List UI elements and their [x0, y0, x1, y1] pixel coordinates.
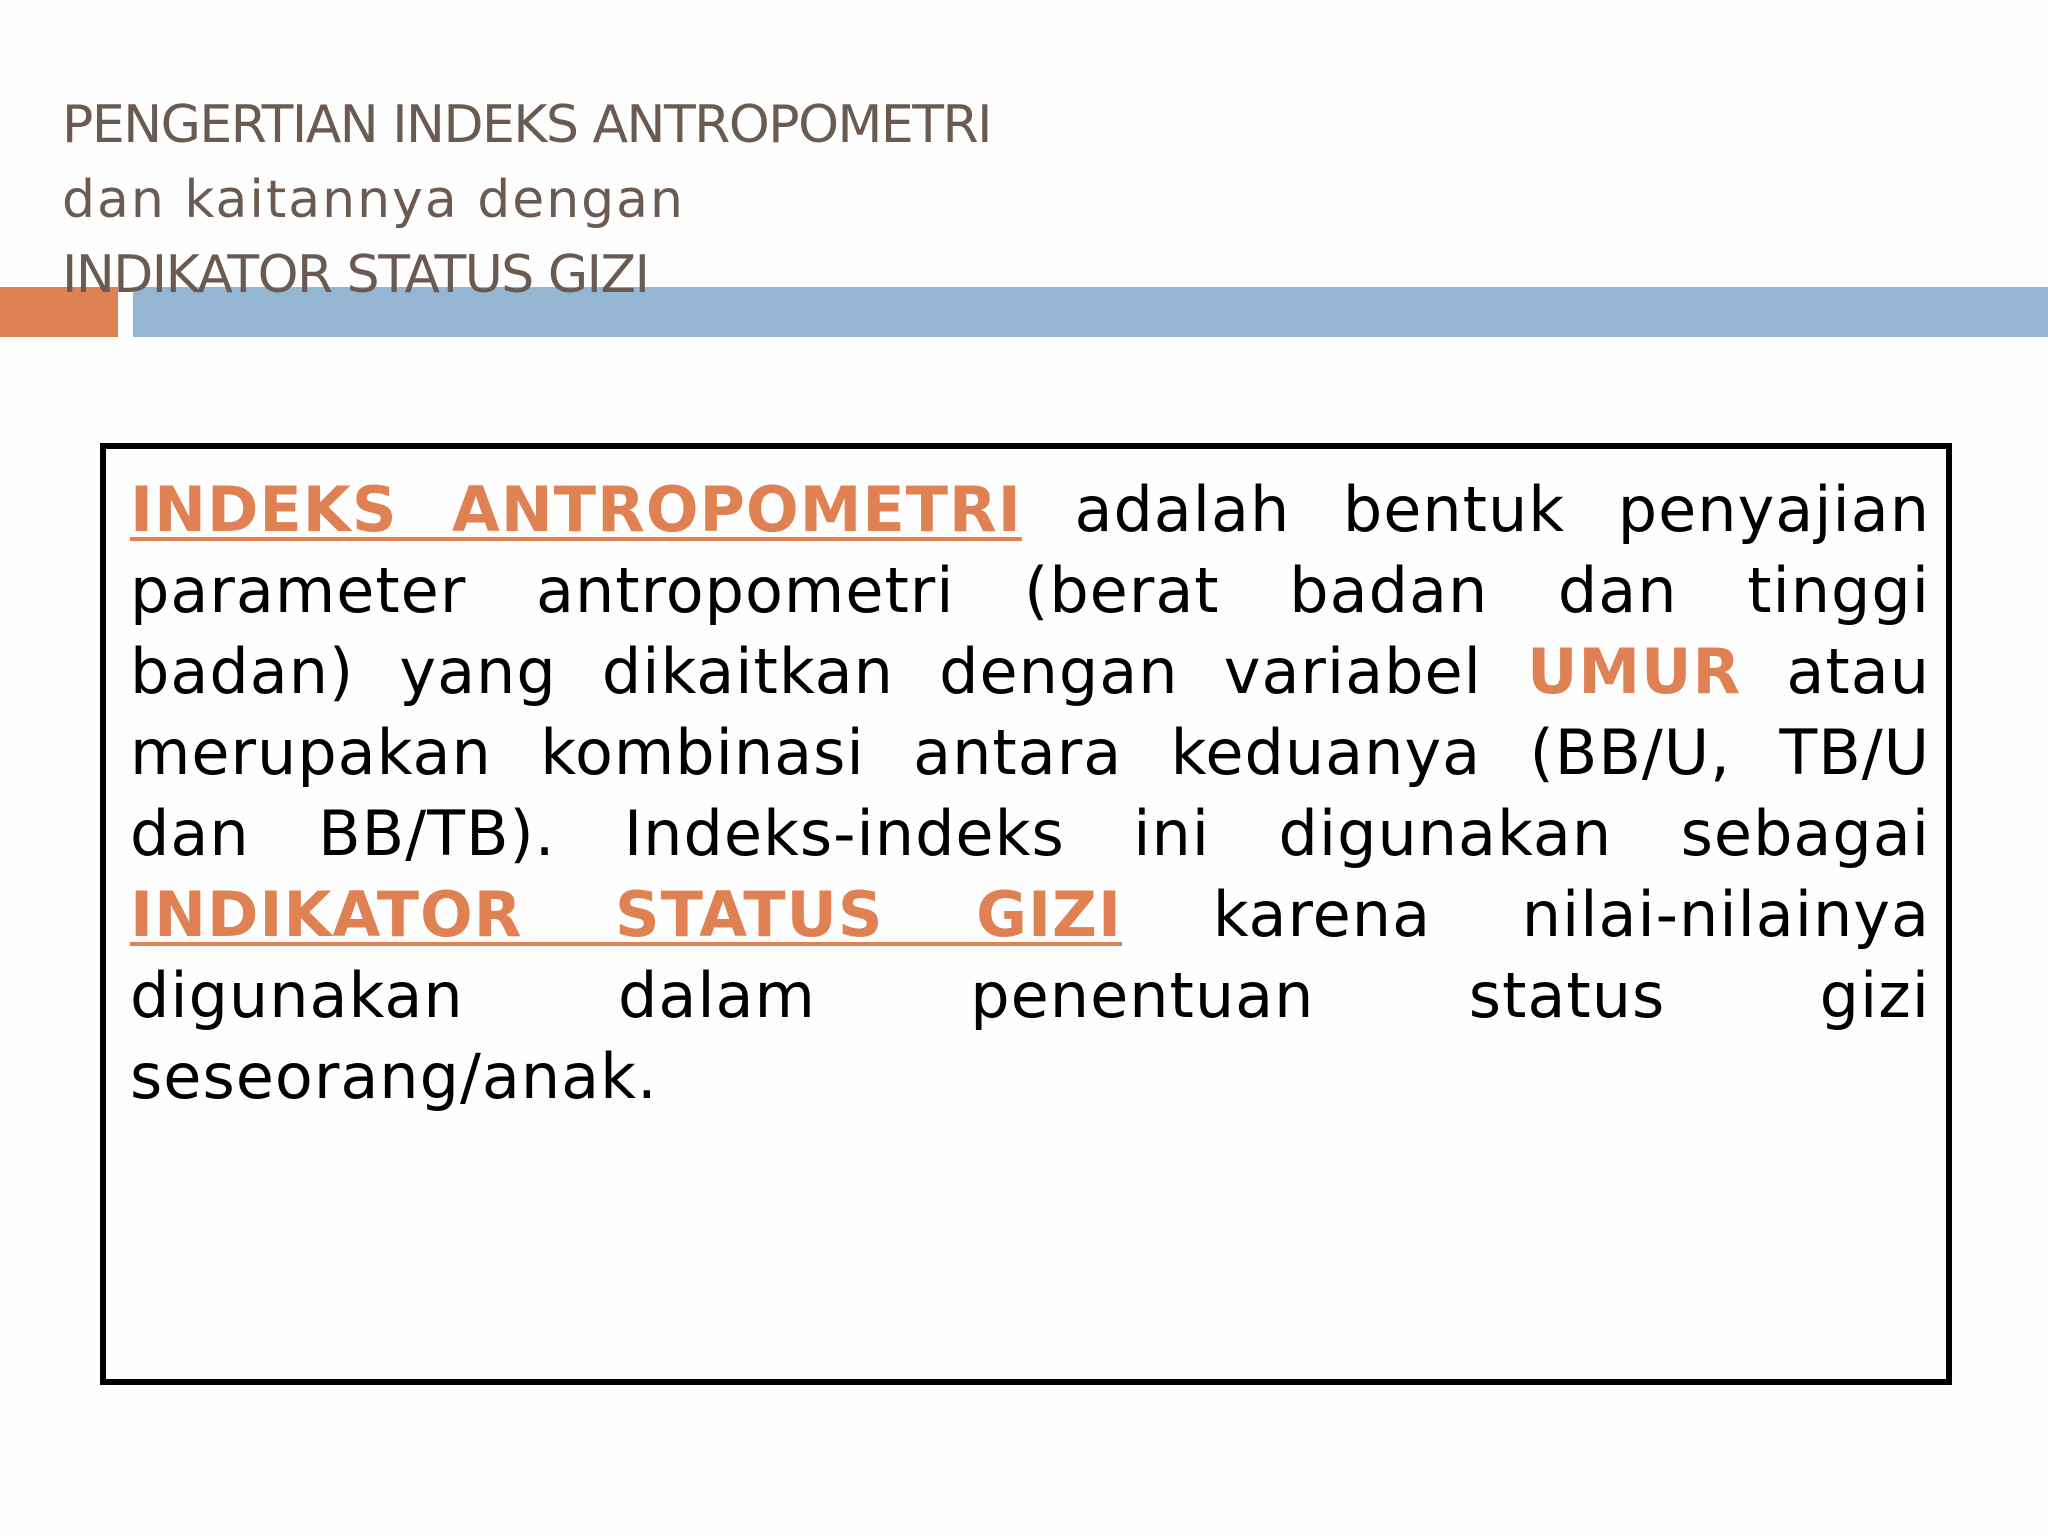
term-indeks-antropometri: INDEKS ANTROPOMETRI — [130, 473, 1022, 546]
body-text-2: atau merupakan kombinasi antara keduanya (BB/U, TB/U dan BB/TB). Indeks-indeks ini digunakan sebagai — [130, 635, 1930, 870]
term-indikator-status-gizi: INDIKATOR STATUS GIZI — [130, 878, 1123, 951]
slide-title — [62, 88, 991, 313]
title-line-3: INDIKATOR STATUS GIZI — [62, 245, 649, 305]
definition-box — [100, 443, 1952, 1385]
body-text-1: adalah bentuk penyajian parameter antropometri (berat badan dan tinggi badan) yang dikaitkan dengan variabel — [130, 473, 1930, 708]
body-text-3: karena nilai-nilainya digunakan dalam penentuan status gizi seseorang/anak. — [130, 878, 1930, 1113]
term-umur: UMUR — [1527, 635, 1742, 708]
definition-paragraph — [130, 469, 1930, 1117]
title-line-1: PENGERTIAN INDEKS ANTROPOMETRI — [62, 95, 992, 155]
title-line-2: dan kaitannya dengan — [62, 170, 685, 230]
